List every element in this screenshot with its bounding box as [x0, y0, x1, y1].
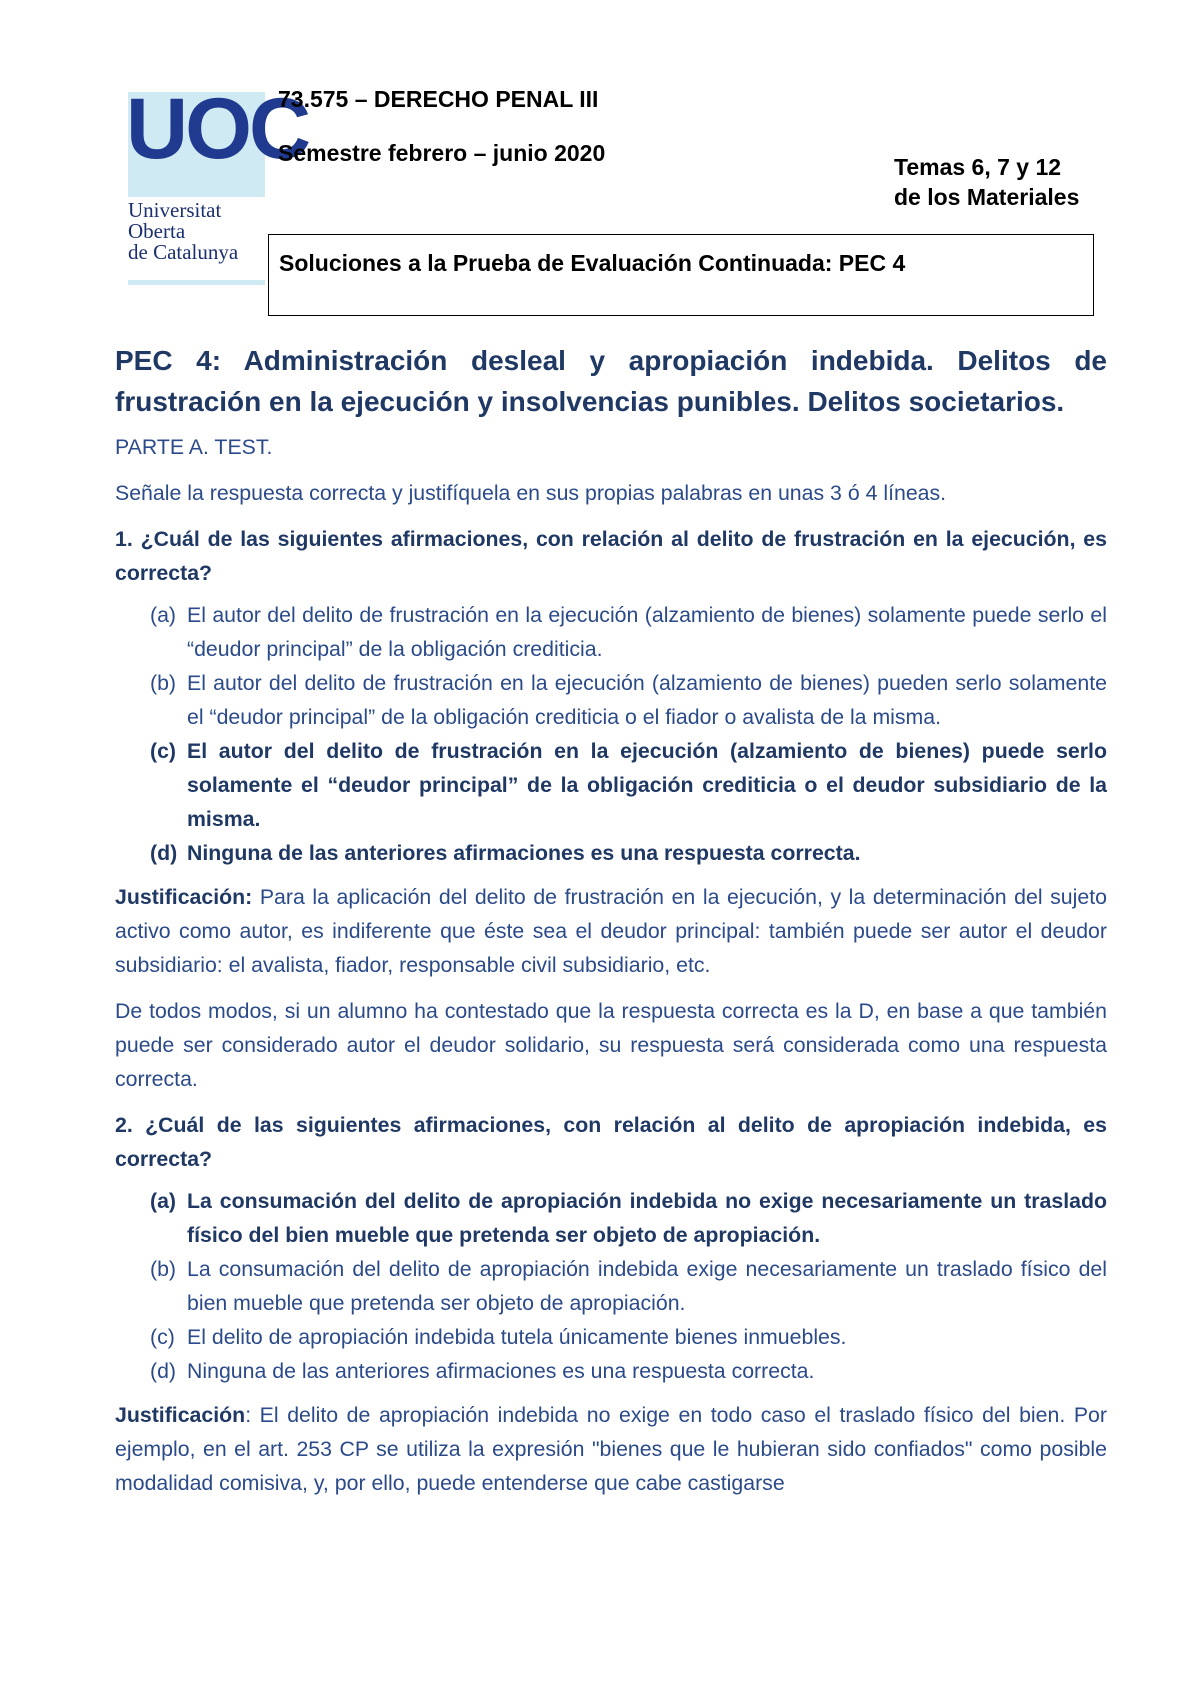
- option-letter: (c): [150, 739, 177, 763]
- option-text: Ninguna de las anteriores afirmaciones es una respuesta correcta.: [187, 1359, 815, 1383]
- logo-underline: [128, 280, 265, 285]
- q1-option-b: [150, 666, 1107, 734]
- option-text: El autor del delito de frustración en la ejecución (alzamiento de bienes) pueden serlo solamente el “deudor principal” de la obligación crediticia o el fiador o avalista de la misma.: [187, 671, 1107, 729]
- q1-note: De todos modos, si un alumno ha contestado que la respuesta correcta es la D, en base a que también puede ser considerado autor el deudor solidario, su respuesta será considerada como una respuesta correcta.: [115, 999, 1107, 1091]
- q2-option-c: [150, 1320, 1107, 1354]
- q2-option-d: [150, 1354, 1107, 1388]
- main-content: [115, 340, 1107, 1500]
- option-letter: (d): [150, 841, 178, 865]
- uoc-logo: [126, 81, 309, 286]
- option-text: La consumación del delito de apropiación indebida exige necesariamente un traslado físico del bien mueble que pretenda ser objeto de apropiación.: [187, 1257, 1107, 1315]
- logo-mark: UOC: [126, 81, 309, 177]
- q1-option-a: [150, 598, 1107, 666]
- topics-note: Temas 6, 7 y 12 de los Materiales: [894, 154, 1080, 210]
- option-letter: (a): [150, 1189, 177, 1213]
- logo-line-2: Oberta: [128, 219, 186, 243]
- solutions-title: Soluciones a la Prueba de Evaluación Continuada: PEC 4: [279, 250, 906, 276]
- question-1-options: [150, 598, 1107, 870]
- q1-option-d: [150, 836, 1107, 870]
- solutions-box: [268, 234, 1094, 316]
- question-2-options: [150, 1184, 1107, 1388]
- justification-text: : El delito de apropiación indebida no exige en todo caso el traslado físico del bien. Por ejemplo, en el art. 253 CP se utiliza la expresión "bienes que le hubieran sido confiados" como posible modalidad comisiva, y, por ello, puede entenderse que cabe castigarse: [115, 1403, 1107, 1495]
- question-1: 1. ¿Cuál de las siguientes afirmaciones, con relación al delito de frustración en la ejecución, es correcta?: [115, 527, 1107, 585]
- course-title: 73.575 – DERECHO PENAL III: [278, 86, 599, 112]
- q2-option-a-correct: [150, 1184, 1107, 1252]
- q1-option-c-correct: [150, 734, 1107, 836]
- option-letter: (d): [150, 1359, 177, 1383]
- semester: Semestre febrero – junio 2020: [278, 140, 606, 166]
- option-text: La consumación del delito de apropiación indebida no exige necesariamente un traslado físico del bien mueble que pretenda ser objeto de apropiación.: [187, 1189, 1107, 1247]
- option-letter: (a): [150, 603, 177, 627]
- justification-label: Justificación:: [115, 885, 253, 909]
- option-text: El delito de apropiación indebida tutela únicamente bienes inmuebles.: [187, 1325, 847, 1349]
- q2-justification: [115, 1398, 1107, 1500]
- logo-line-3: de Catalunya: [128, 240, 239, 264]
- option-letter: (b): [150, 1257, 177, 1281]
- q2-option-b: [150, 1252, 1107, 1320]
- instructions: Señale la respuesta correcta y justifíquela en sus propias palabras en unas 3 ó 4 líneas.: [115, 481, 947, 505]
- q1-justification: [115, 880, 1107, 982]
- question-2: 2. ¿Cuál de las siguientes afirmaciones, con relación al delito de apropiación indebida, es correcta?: [115, 1113, 1107, 1171]
- justification-label: Justificación: [115, 1403, 246, 1427]
- option-text: Ninguna de las anteriores afirmaciones es una respuesta correcta.: [187, 841, 861, 865]
- option-text: El autor del delito de frustración en la ejecución (alzamiento de bienes) solamente puede serlo el “deudor principal” de la obligación crediticia.: [187, 603, 1107, 661]
- page-title: PEC 4: Administración desleal y apropiación indebida. Delitos de frustración en la ejecución y insolvencias punibles. Delitos societarios.: [115, 345, 1107, 417]
- logo-wordmark: [128, 200, 265, 263]
- part-heading: PARTE A. TEST.: [115, 435, 273, 459]
- option-letter: (b): [150, 671, 177, 695]
- option-text: El autor del delito de frustración en la ejecución (alzamiento de bienes) puede serlo solamente el “deudor principal” de la obligación crediticia o el deudor subsidiario de la misma.: [187, 739, 1107, 831]
- logo-mark-block: [126, 81, 309, 197]
- justification-text: Para la aplicación del delito de frustración en la ejecución, y la determinación del sujeto activo como autor, es indiferente que éste sea el deudor principal: también puede ser autor el deudor subsidiario: el avalista, fiador, responsable civil subsidiario, etc.: [115, 885, 1107, 977]
- logo-line-1: Universitat: [128, 198, 222, 222]
- option-letter: (c): [150, 1325, 175, 1349]
